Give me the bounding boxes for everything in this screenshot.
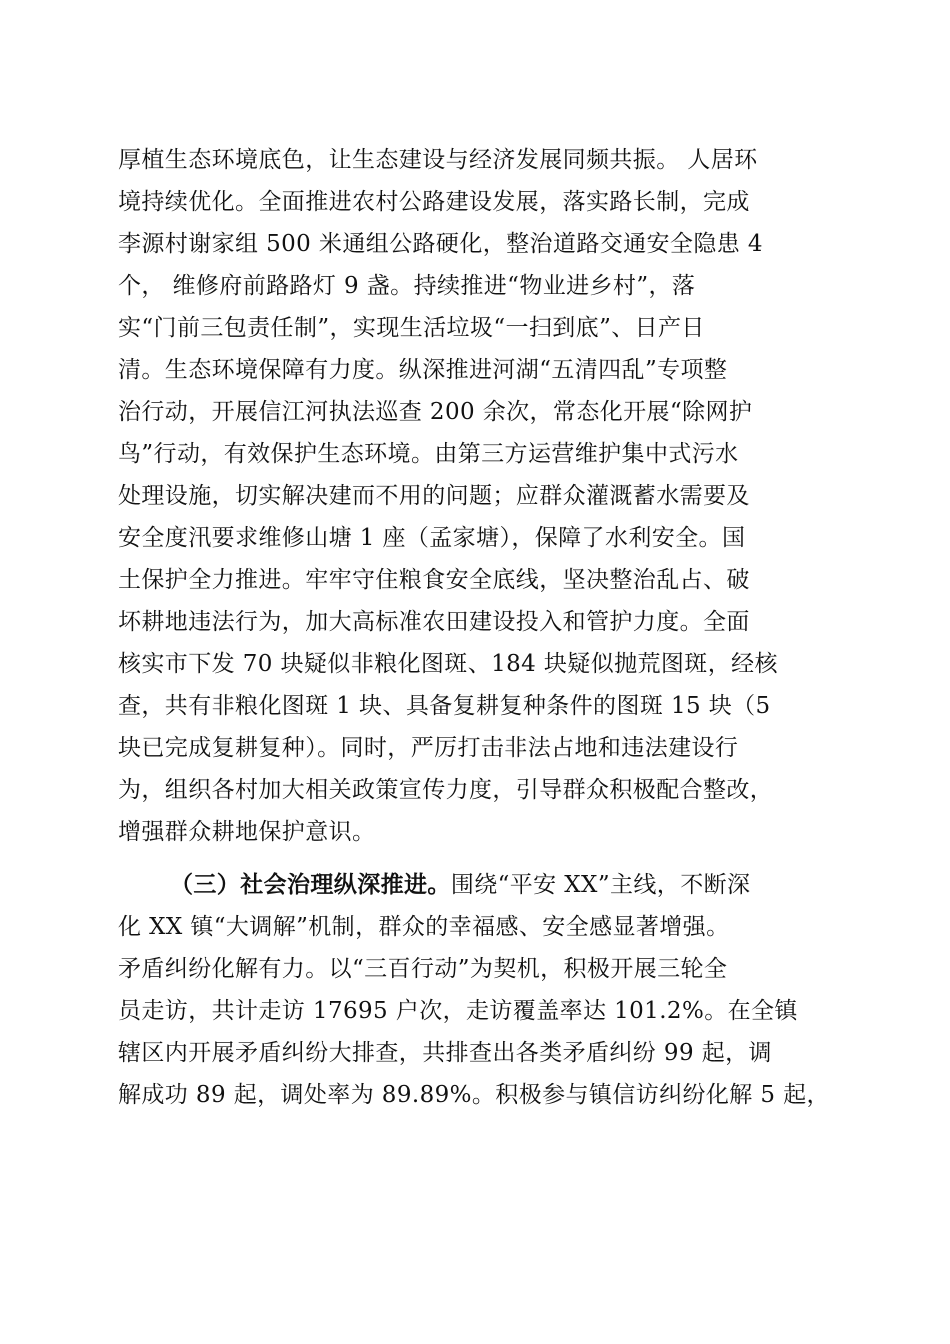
text-line: 厚植生态环境底色，让生态建设与经济发展同频共振。 人居环 [118, 147, 758, 173]
text-line: 解成功 89 起，调处率为 89.89%。积极参与镇信访纠纷化解 5 起， [118, 1082, 830, 1108]
text-line: 矛盾纠纷化解有力。以“三百行动”为契机，积极开展三轮全 [118, 956, 728, 982]
text-line: 个， 维修府前路路灯 9 盏。持续推进“物业进乡村”，落 [118, 273, 696, 299]
text-line: 治行动，开展信江河执法巡查 200 余次，常态化开展“除网护 [118, 399, 753, 425]
text-line: 辖区内开展矛盾纠纷大排查，共排查出各类矛盾纠纷 99 起，调 [118, 1040, 772, 1066]
text-line: 化 XX 镇“大调解”机制，群众的幸福感、安全感显著增强。 [118, 914, 730, 940]
text-line: 处理设施，切实解决建而不用的问题；应群众灌溉蓄水需要及 [118, 483, 750, 509]
text-line: 鸟”行动，有效保护生态环境。由第三方运营维护集中式污水 [118, 441, 739, 467]
section-heading-line [170, 865, 750, 905]
text-line: 核实市下发 70 块疑似非粮化图斑、184 块疑似抛荒图斑，经核 [118, 651, 778, 677]
text-line: 境持续优化。全面推进农村公路建设发展，落实路长制，完成 [118, 189, 750, 215]
text-line: 实“门前三包责任制”，实现生活垃圾“一扫到底”、日产日 [118, 315, 705, 341]
text-line: 坏耕地违法行为，加大高标准农田建设投入和管护力度。全面 [118, 609, 750, 635]
section-heading: （三）社会治理纵深推进。 [170, 871, 451, 898]
text-line: 为，组织各村加大相关政策宣传力度，引导群众积极配合整改， [118, 777, 774, 803]
text-line: 土保护全力推进。牢牢守住粮食安全底线，坚决整治乱占、破 [118, 567, 750, 593]
text-line: 安全度汛要求维修山塘 1 座（孟家塘），保障了水利安全。国 [118, 525, 746, 551]
text-line: 增强群众耕地保护意识。 [118, 819, 376, 845]
text-line: 员走访，共计走访 17695 户次，走访覆盖率达 101.2%。在全镇 [118, 998, 798, 1024]
section-heading-rest: 围绕“平安 XX”主线，不断深 [450, 872, 751, 898]
text-line: 清。生态环境保障有力度。纵深推进河湖“五清四乱”专项整 [118, 357, 728, 383]
text-line: 查，共有非粮化图斑 1 块、具备复耕复种条件的图斑 15 块（5 [118, 693, 771, 719]
text-line: 块已完成复耕复种）。同时，严厉打击非法占地和违法建设行 [118, 735, 739, 761]
text-line: 李源村谢家组 500 米通组公路硬化，整治道路交通安全隐患 4 [118, 231, 763, 257]
